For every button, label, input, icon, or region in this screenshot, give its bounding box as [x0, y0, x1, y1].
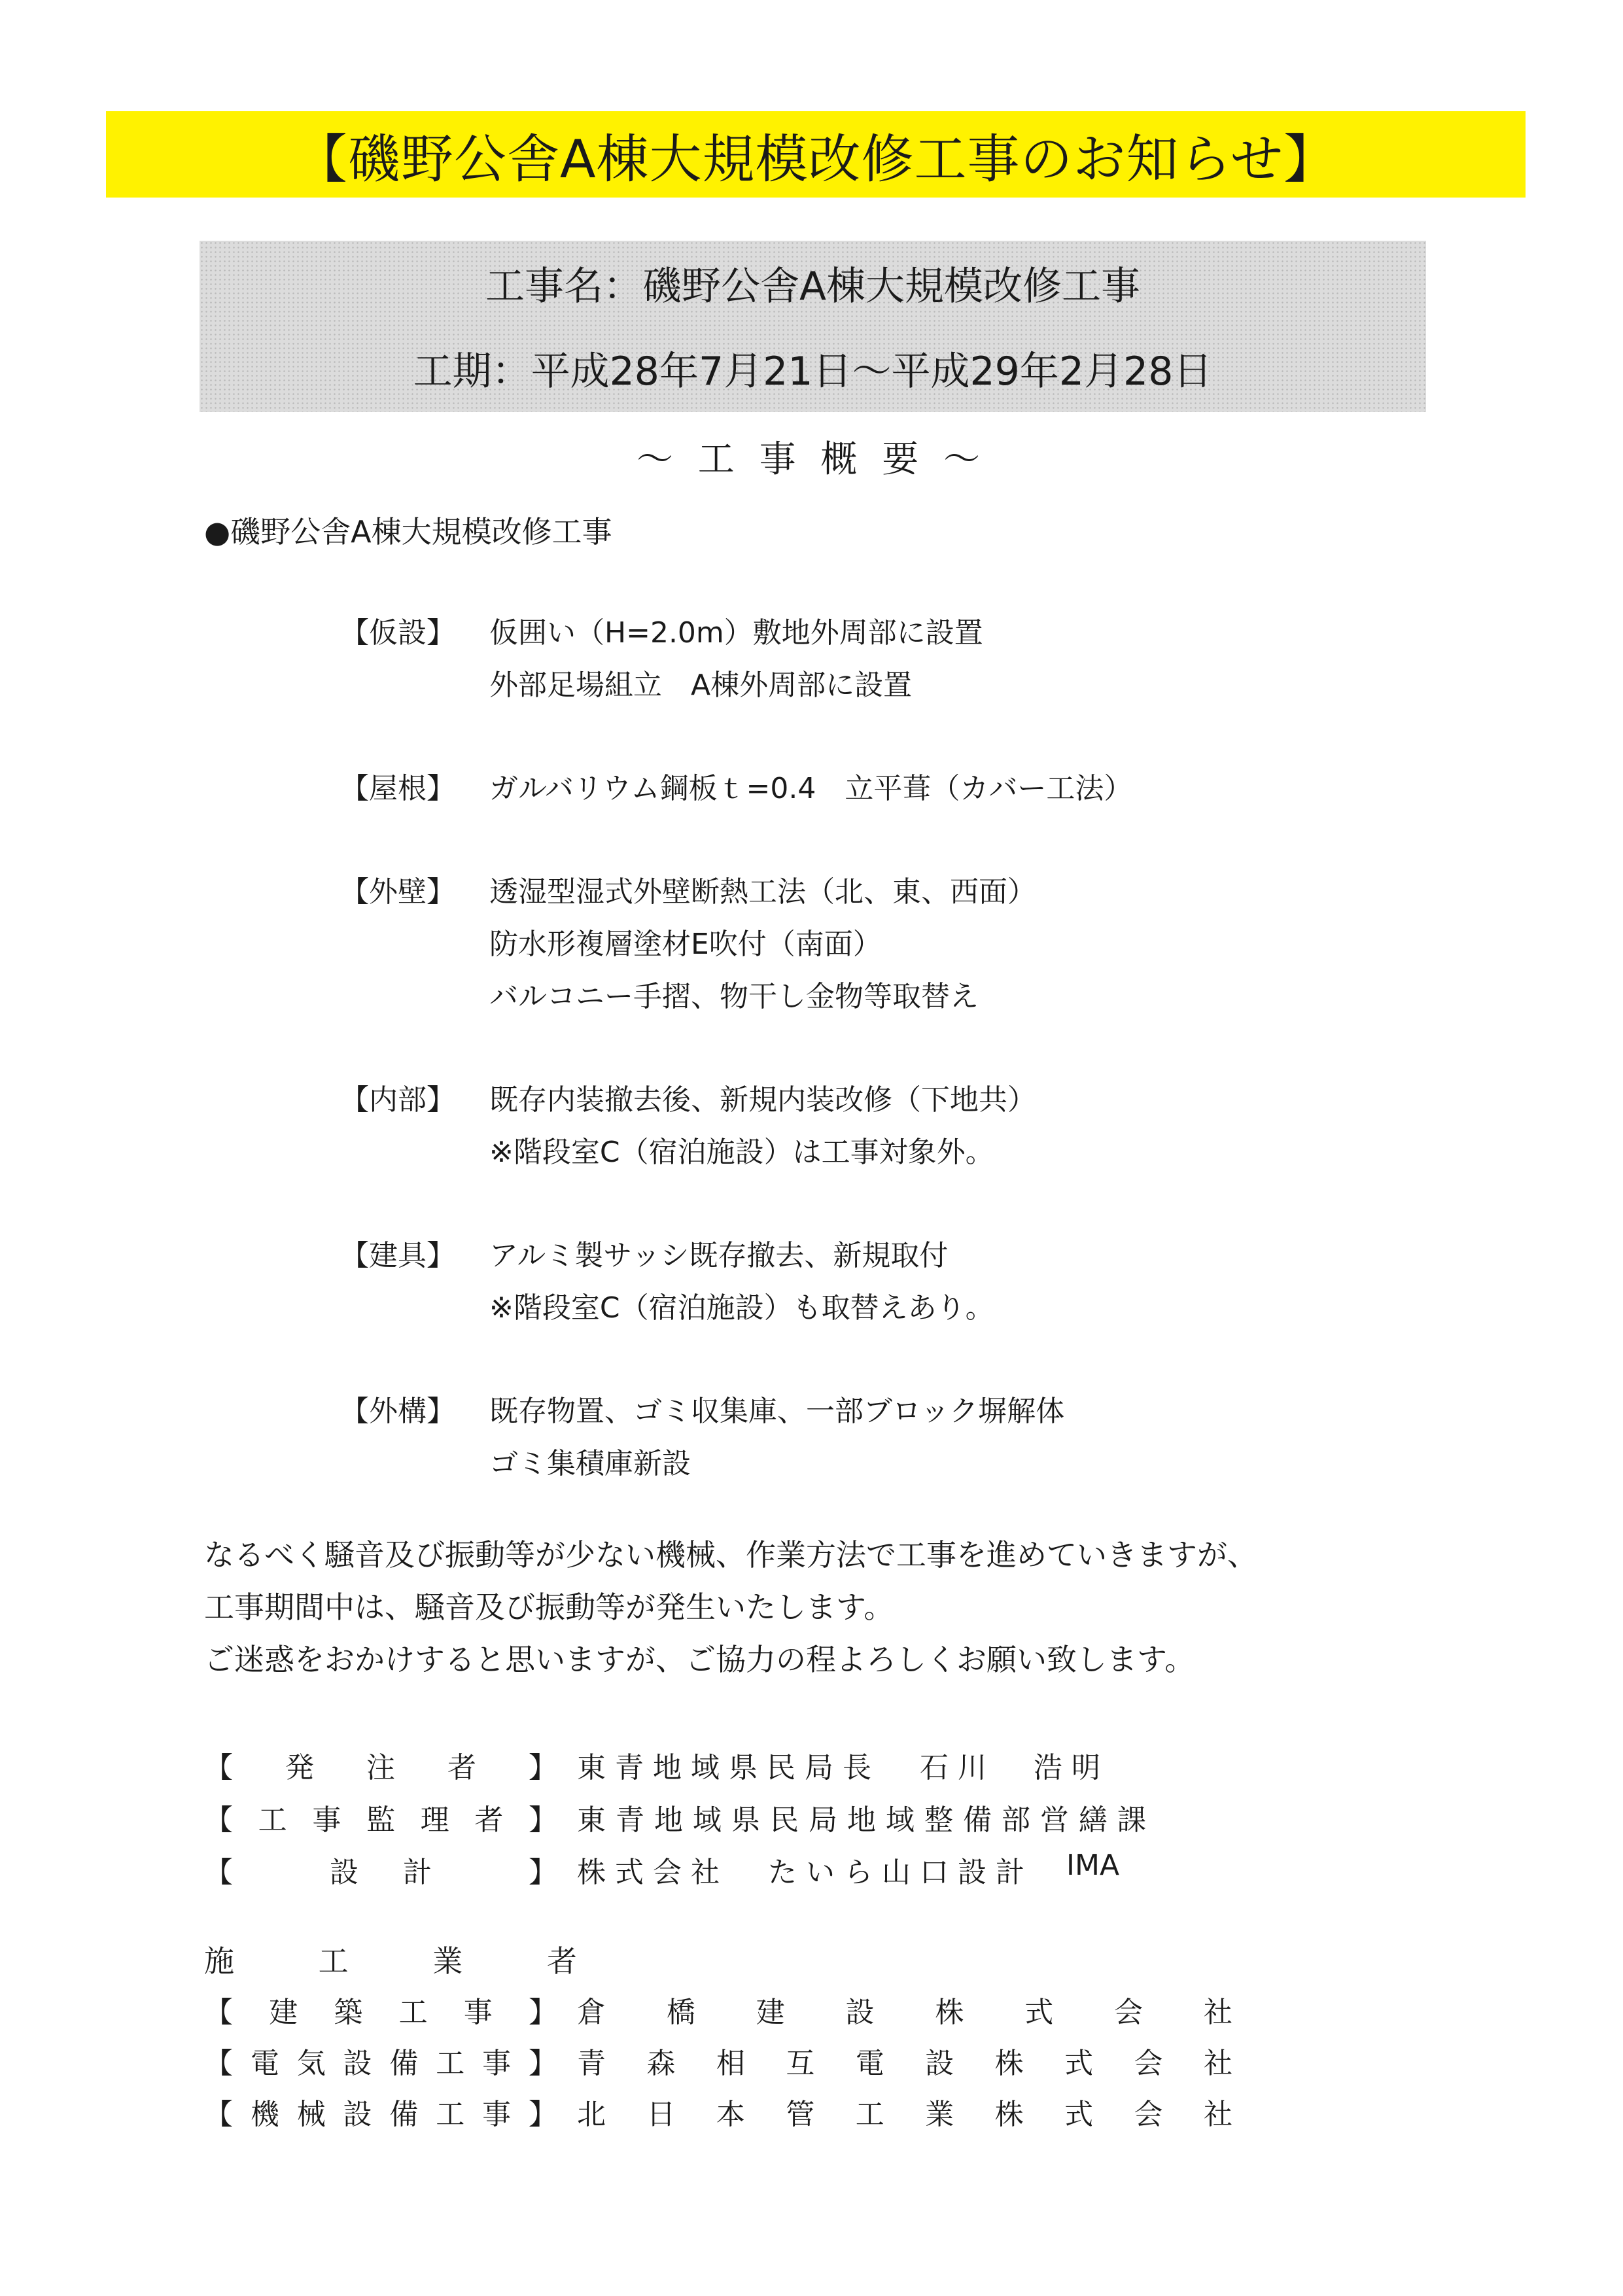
char-glyph: 者 [447, 1751, 476, 1784]
contractor-role [204, 2040, 557, 2081]
section-label-exterior-works: 【外構】 [340, 1395, 455, 1428]
char-glyph: 【 [204, 1856, 233, 1889]
credit-client [204, 1744, 1232, 1783]
message-line: 工事期間中は、騒音及び振動等が発生いたします。 [204, 1590, 894, 1625]
char-glyph: 工 [436, 2098, 465, 2131]
credit-role [204, 1796, 557, 1838]
char-glyph: 会 [1134, 2098, 1163, 2131]
char-glyph: 【 [204, 1751, 233, 1784]
char-glyph: 】 [529, 1751, 557, 1784]
char-glyph: 式 [1064, 2098, 1094, 2131]
project-name-line: 工事名：磯野公舎A棟大規模改修工事 [485, 264, 1141, 309]
char-glyph: 】 [528, 2047, 557, 2080]
char-glyph: 設 [330, 1856, 358, 1889]
char-glyph: 【 [204, 1996, 233, 2029]
contractor-org [577, 2040, 1232, 2081]
project-period-line: 工期：平成28年7月21日～平成29年2月28日 [413, 349, 1213, 394]
credit-role [204, 1744, 557, 1786]
char-glyph: 青 [577, 2047, 606, 2080]
char-glyph: 者 [474, 1803, 504, 1837]
char-glyph: 建 [269, 1996, 298, 2029]
section-line: 外部足場組立 A棟外周部に設置 [489, 669, 913, 702]
char-glyph: 】 [528, 1803, 557, 1837]
char-glyph: 機 [250, 2098, 279, 2131]
char-glyph: 【 [204, 2098, 233, 2131]
char-glyph: 式 [1024, 1996, 1054, 2029]
char-glyph: 株 [935, 1996, 964, 2029]
char-glyph: 理 [420, 1803, 449, 1837]
title-banner [106, 111, 1526, 198]
section-line: 透湿型湿式外壁断熱工法（北、東、西面） [489, 875, 1036, 909]
char-glyph: 倉 [577, 1996, 606, 2029]
char-glyph: 注 [366, 1751, 395, 1784]
char-glyph: 式 [1064, 2047, 1094, 2080]
contractor-role [204, 2091, 557, 2132]
char-glyph: 発 [285, 1751, 314, 1784]
section-line: 既存物置、ゴミ収集庫、一部ブロック塀解体 [489, 1395, 1065, 1428]
char-glyph: 株 [994, 2047, 1024, 2080]
char-glyph: 事 [482, 2098, 512, 2131]
char-glyph: 北 [577, 2098, 606, 2131]
char-glyph: 【 [204, 1803, 233, 1837]
char-glyph: 管 [786, 2098, 815, 2131]
section-line: 既存内装撤去後、新規内装改修（下地共） [489, 1083, 1036, 1117]
char-glyph: 日 [646, 2098, 676, 2131]
char-glyph: 電 [855, 2047, 884, 2080]
contractor-role [204, 1989, 557, 2030]
char-glyph: 設 [845, 1996, 875, 2029]
char-glyph: 工 [855, 2098, 884, 2131]
char-glyph: 】 [529, 1856, 557, 1889]
char-glyph: 建 [756, 1996, 785, 2029]
section-line: 仮囲い（H=2.0m）敷地外周部に設置 [489, 616, 983, 650]
char-glyph: 】 [528, 2098, 557, 2131]
char-glyph: 会 [1114, 1996, 1143, 2029]
contractor-org [577, 2091, 1232, 2132]
char-glyph: 業 [432, 1943, 463, 1979]
credit-design [204, 1849, 1232, 1888]
char-glyph: 橋 [666, 1996, 695, 2029]
char-glyph: 設 [925, 2047, 954, 2080]
credit-org: 株式会社 たいら山口設計 IMA [577, 1849, 1120, 1889]
section-label-roof: 【屋根】 [340, 772, 455, 805]
char-glyph: 【 [204, 2047, 233, 2080]
section-line: ゴミ集積庫新設 [489, 1447, 691, 1480]
char-glyph: 互 [786, 2047, 815, 2080]
contractors-heading [204, 1938, 577, 1981]
section-line: ガルバリウム鋼板ｔ=0.4 立平葺（カバー工法） [489, 772, 1133, 805]
project-info-box [200, 241, 1426, 412]
char-glyph: 設 [343, 2047, 372, 2080]
section-label-exterior-wall: 【外壁】 [340, 875, 455, 909]
section-line: ※階段室C（宿泊施設）は工事対象外。 [489, 1136, 994, 1169]
char-glyph: 本 [716, 2098, 745, 2131]
section-line: 防水形複層塗材E吹付（南面） [489, 928, 882, 961]
char-glyph: 会 [1134, 2047, 1163, 2080]
char-glyph: 気 [296, 2047, 326, 2080]
char-glyph: 業 [925, 2098, 954, 2131]
project-bullet: ●磯野公舎A棟大規模改修工事 [204, 514, 612, 549]
char-glyph: 築 [334, 1996, 363, 2029]
char-glyph: 備 [389, 2098, 419, 2131]
contractor-org [577, 1989, 1232, 2030]
char-glyph: 工 [318, 1943, 349, 1979]
char-glyph: 工 [398, 1996, 428, 2029]
contractor-electrical [204, 2040, 1232, 2079]
char-glyph: 】 [528, 1996, 557, 2029]
char-glyph: 相 [716, 2047, 745, 2080]
char-glyph: 事 [312, 1803, 341, 1837]
char-glyph: 社 [1203, 2098, 1232, 2131]
credit-supervisor [204, 1796, 1232, 1835]
message-line: なるべく騒音及び振動等が少ない機械、作業方法で工事を進めていきますが、 [204, 1537, 1257, 1573]
contractor-mechanical [204, 2091, 1232, 2130]
char-glyph: 者 [546, 1943, 577, 1979]
char-glyph: 計 [403, 1856, 432, 1889]
char-glyph: 株 [994, 2098, 1024, 2131]
credit-org: 東青地域県民局長 石川 浩明 [577, 1751, 1109, 1784]
notice-title: 【磯野公舎A棟大規模改修工事のお知らせ】 [294, 128, 1337, 190]
section-label-interior: 【内部】 [340, 1083, 455, 1117]
credit-org: 東青地域県民局地域整備部営繕課 [577, 1803, 1156, 1837]
overview-heading: ～ 工 事 概 要 ～ [636, 438, 986, 481]
section-label-temporary: 【仮設】 [340, 616, 455, 650]
char-glyph: 設 [343, 2098, 372, 2131]
char-glyph: 工 [258, 1803, 287, 1837]
section-line: ※階段室C（宿泊施設）も取替えあり。 [489, 1291, 994, 1325]
section-label-fittings: 【建具】 [340, 1239, 455, 1272]
char-glyph: 電 [250, 2047, 279, 2080]
char-glyph: 事 [482, 2047, 512, 2080]
char-glyph: 事 [463, 1996, 493, 2029]
section-line: アルミ製サッシ既存撤去、新規取付 [489, 1239, 949, 1272]
char-glyph: 社 [1203, 1996, 1232, 2029]
contractor-building [204, 1989, 1232, 2028]
credit-role [204, 1849, 557, 1890]
char-glyph: 施 [204, 1943, 234, 1979]
char-glyph: 監 [366, 1803, 395, 1837]
char-glyph: 備 [389, 2047, 419, 2080]
section-line: バルコニー手摺、物干し金物等取替え [489, 980, 979, 1013]
message-line: ご迷惑をおかけすると思いますが、ご協力の程よろしくお願い致します。 [204, 1642, 1195, 1677]
char-glyph: 工 [436, 2047, 465, 2080]
char-glyph: 械 [296, 2098, 326, 2131]
char-glyph: 社 [1203, 2047, 1232, 2080]
char-glyph: 森 [646, 2047, 676, 2080]
